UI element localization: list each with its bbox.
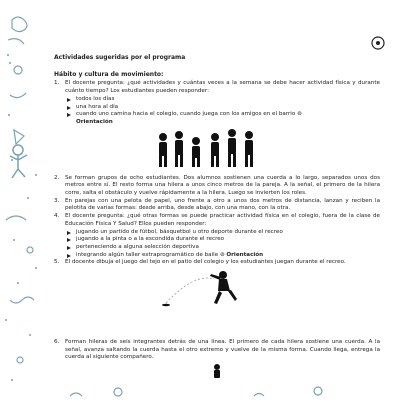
- item-text: Forman hileras de seis integrantes detrás de una línea. El primero de cada hilera sostiene una cuerda. A la señal, avanza saltando la cuerda hasta el otro extremo y vuelve de la misma forma. Cuando llega, entrega la cuerda al siguiente compañero.: [65, 339, 380, 361]
- children-silhouettes: [54, 127, 380, 175]
- bullet-item: integrando algún taller extraprogramático de baile ⊚ Orientación: [54, 252, 380, 260]
- item-text: Se forman grupos de ocho estudiantes. Dos alumnos sostienen una cuerda a lo largo, separados unos dos metros entre sí. El resto forma una hilera a unos cinco metros de la pareja. A la señal, el primero de la hilera corre, salta el obstáculo y vuelve rápidamente a la hilera. Luego se invierten los roles.: [65, 174, 380, 197]
- child-jumping-rope: [54, 362, 380, 378]
- list-item-3: 3. En parejas con una pelota de papel, uno frente a otro a unos dos metros de distancia, lanzan y reciben la pelotita de varias formas: desde arriba, desde abajo, con una mano, con la otra.: [54, 197, 380, 212]
- document-title: Actividades sugeridas por el programa: [54, 54, 186, 61]
- item-text: El docente dibuja el juego del tejo en el patio del colegio y los estudiantes juegan durante el recreo.: [65, 259, 346, 266]
- bullet-item: cuando uno camina hacia el colegio, cuando juega con los amigos en el barrio ⊚ Orientación: [54, 111, 380, 126]
- bullet-item: todos los días: [54, 96, 380, 104]
- list-item-6: 6. Forman hileras de seis integrantes detrás de una línea. El primero de cada hilera sostiene una cuerda. A la señal, avanza saltando la cuerda hasta el otro extremo y vuelve de la misma forma. Cuando llega, entrega la cuerda al siguiente compañero.: [54, 339, 380, 361]
- list-item-2: 2. Se forman grupos de ocho estudiantes. Dos alumnos sostienen una cuerda a lo largo, separados unos dos metros entre sí. El resto forma una hilera a unos cinco metros de la pareja. A la señal, el primero de la hilera corre, salta el obstáculo y vuelve rápidamente a la hilera. Luego se invierten los roles.: [54, 174, 380, 197]
- bullet-item: jugando un partido de fútbol, básquetbol u otro deporte durante el recreo: [54, 229, 380, 237]
- jumping-figure: [54, 362, 380, 378]
- item-text: El docente pregunta: ¿qué actividades y cuántas veces a la semana se debe hacer actividad física y durante cuánto tiempo? Los estudiantes pueden responder:: [65, 80, 380, 95]
- section-title: Hábito y cultura de movimiento:: [54, 70, 164, 78]
- bullet-item: una hora al día: [54, 104, 380, 112]
- orientation-icon: ⊚: [297, 111, 302, 118]
- item-text: En parejas con una pelota de papel, uno frente a otro a unos dos metros de distancia, lanzan y reciben la pelotita de varias formas: desde arriba, desde abajo, con una mano, con la otra.: [65, 197, 380, 212]
- spacer: [54, 313, 380, 339]
- orientation-tag: Orientación: [226, 251, 264, 258]
- document-page: [54, 54, 380, 378]
- child-throwing-ball: [54, 267, 380, 313]
- list-item-5: 5. El docente dibuja el juego del tejo en el patio del colegio y los estudiantes juegan durante el recreo.: [54, 259, 346, 266]
- children-figure: [54, 127, 380, 175]
- list-item-1: 1. El docente pregunta: ¿qué actividades y cuántas veces a la semana se debe hacer actividad física y durante cuánto tiempo? Los estudiantes pueden responder:: [54, 80, 380, 95]
- bullet-item: perteneciendo a alguna selección deportiva: [54, 244, 380, 252]
- circle-icon: [368, 33, 388, 53]
- item-text: El docente pregunta: ¿qué otras formas se puede practicar actividad física en el colegio, fuera de la clase de Educación Física Y Salud? Ellos pueden responder:: [65, 213, 380, 227]
- throwing-figure: [54, 267, 380, 313]
- orientation-tag: Orientación: [76, 118, 113, 125]
- bullet-item: jugando a la pinta o a la escondida durante el recreo: [54, 236, 380, 244]
- left-decoration: [0, 0, 50, 400]
- orientation-icon: ⊚: [219, 251, 225, 258]
- list-item-4: 4. El docente pregunta: ¿qué otras formas se puede practicar actividad física en el colegio, fuera de la clase de Educación Física Y Salud? Ellos pueden responder:: [54, 213, 380, 227]
